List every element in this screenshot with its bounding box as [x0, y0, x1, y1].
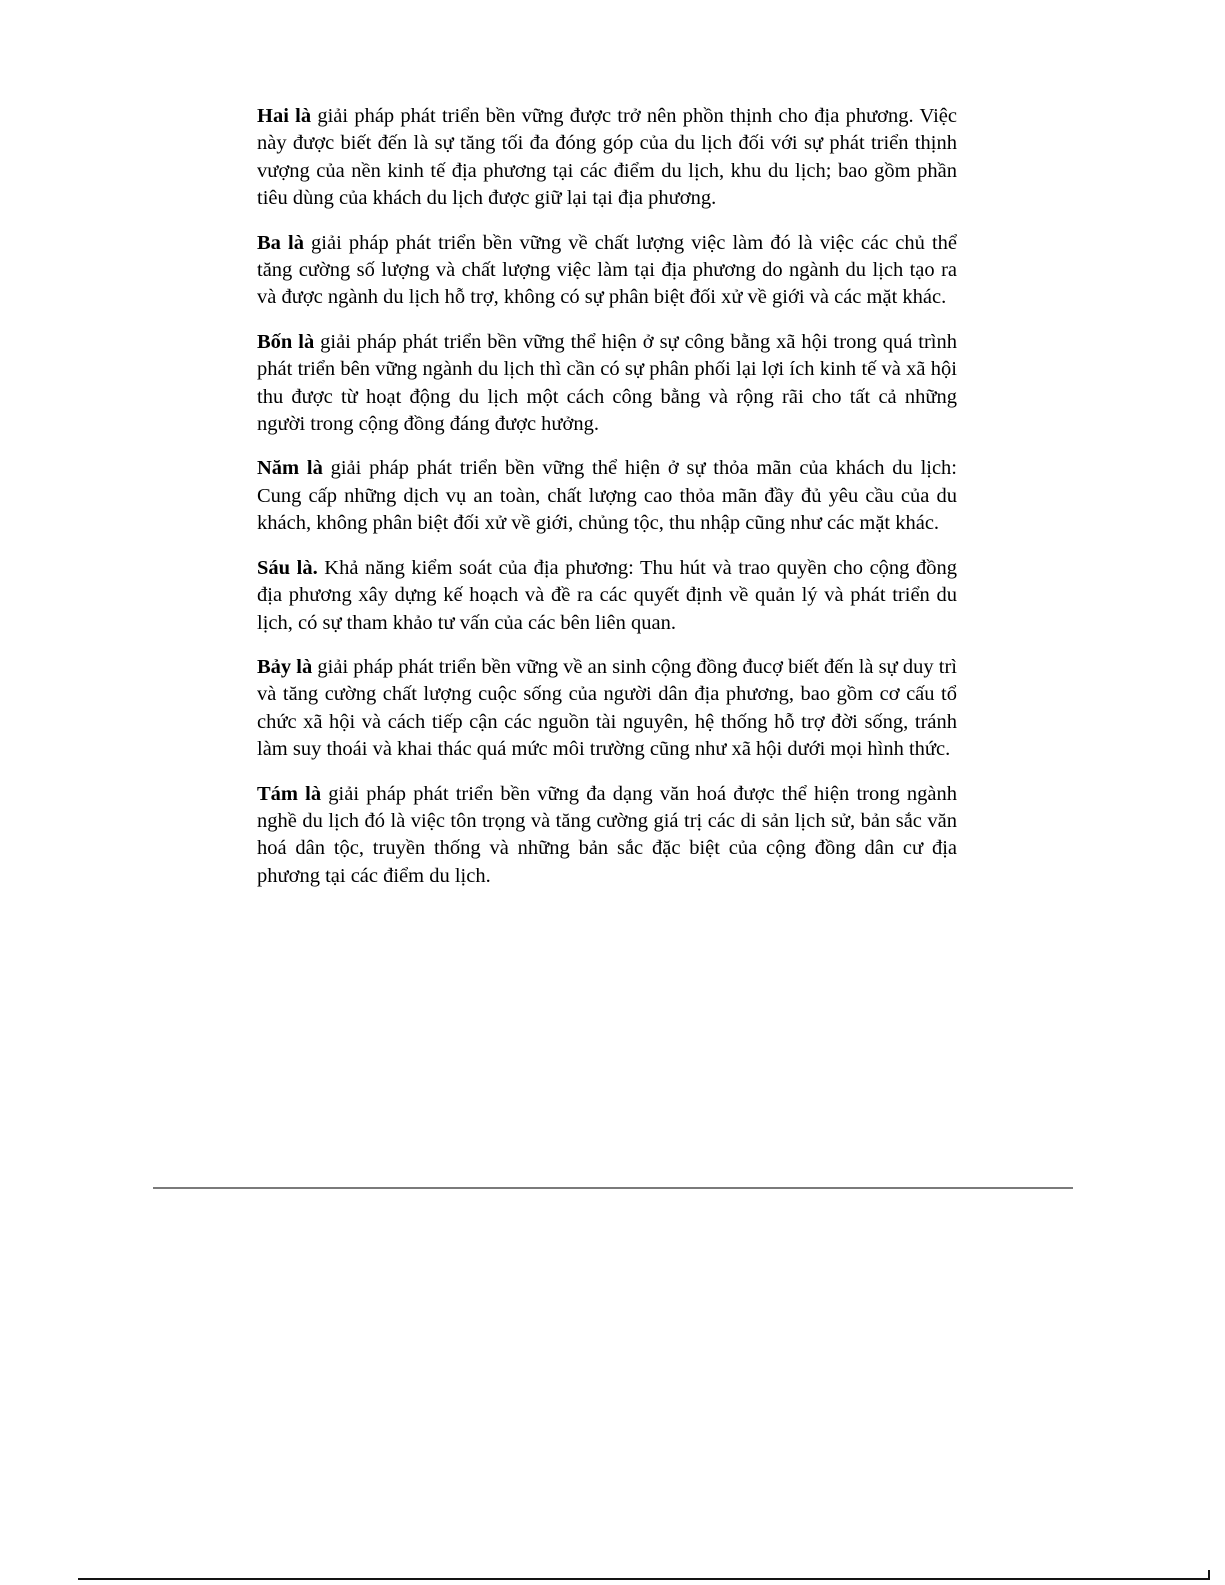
- section-divider-line: [153, 1187, 1073, 1189]
- paragraph-text: giải pháp phát triển bền vững về chất lượng việc làm đó là việc các chủ thể tăng cường số lượng và chất lượng việc làm tại địa phương do ngành du lịch tạo ra và được ngành du lịch hỗ trợ, không có sự phân biệt đối xử về giới và các mặt khác.: [257, 231, 958, 309]
- paragraph-lead: Hai là: [257, 105, 312, 127]
- paragraph-lead: Bốn là: [257, 330, 315, 353]
- paragraph-ba-la: [257, 230, 957, 312]
- paragraph-lead: Năm là: [257, 457, 323, 480]
- paragraph-lead: Ba là: [257, 231, 304, 254]
- paragraph-hai-la: [257, 103, 957, 213]
- paragraph-lead: Bảy là: [257, 655, 313, 678]
- paragraph-text: giải pháp phát triển bền vững được trở nên phồn thịnh cho địa phương. Việc này được biết đến là sự tăng tối đa đóng góp của du lịch đối với sự phát triển thịnh vượng của nền kinh tế địa phương tại các điểm du lịch, khu du lịch; bao gồm phần tiêu dùng của khách du lịch được giữ lại tại địa phương.: [257, 105, 957, 210]
- paragraph-tam-la: [257, 781, 957, 891]
- paragraph-text: giải pháp phát triển bền vững thể hiện ở sự công bằng xã hội trong quá trình phát triển bên vững ngành du lịch thì cần có sự phân phối lại lợi ích kinh tế và xã hội thu được từ hoạt động du lịch một cách công bằng và rộng rãi cho tất cả những người trong cộng đồng đáng được hưởng.: [257, 330, 957, 436]
- paragraph-lead: Sáu là.: [257, 556, 318, 579]
- paragraph-text: Khả năng kiểm soát của địa phương: Thu hút và trao quyền cho cộng đồng địa phương xây dựng kế hoạch và đề ra các quyết định về quản lý và phát triển du lịch, có sự tham khảo tư vấn của các bên liên quan.: [257, 556, 957, 634]
- paragraph-bay-la: [257, 654, 957, 764]
- body-text: [257, 103, 957, 907]
- paragraph-text: giải pháp phát triển bền vững về an sinh cộng đồng đucợ biết đến là sự duy trì và tăng cường chất lượng cuộc sống của người dân địa phương, bao gồm cơ cấu tổ chức xã hội và cách tiếp cận các nguồn tài nguyên, hệ thống hỗ trợ đời sống, tránh làm suy thoái và khai thác quá mức môi trường cũng như xã hội dưới mọi hình thức.: [257, 655, 957, 761]
- table-top-border-line: [78, 1578, 1210, 1580]
- paragraph-text: giải pháp phát triển bền vững thể hiện ở sự thỏa mãn của khách du lịch: Cung cấp những dịch vụ an toàn, chất lượng cao thỏa mãn đầy đủ yêu cầu của du khách, không phân biệt đối xử về giới, chủng tộc, thu nhập cũng như các mặt khác.: [257, 457, 958, 535]
- paragraph-nam-la: [257, 455, 957, 537]
- paragraph-lead: Tám là: [257, 782, 322, 805]
- paragraph-bon-la: [257, 329, 957, 439]
- paragraph-sau-la: [257, 555, 957, 637]
- table-corner-tick: [1208, 1570, 1210, 1580]
- paragraph-text: giải pháp phát triển bền vững đa dạng văn hoá được thể hiện trong ngành nghề du lịch đó là việc tôn trọng và tăng cường giá trị các di sản lịch sử, bản sắc văn hoá dân tộc, truyền thống và những bản sắc đặc biệt của cộng đồng dân cư địa phương tại các điểm du lịch.: [257, 782, 957, 887]
